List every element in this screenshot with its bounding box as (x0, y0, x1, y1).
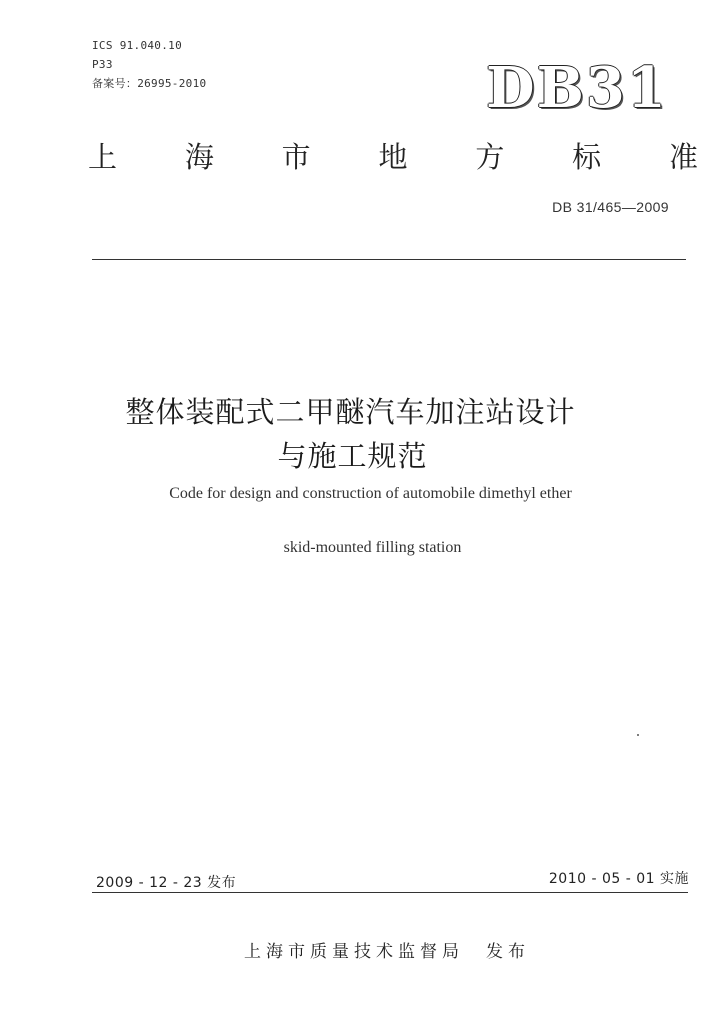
implementation-date: 2010 - 05 - 01 实施 (548, 871, 689, 887)
heading-char: 准 (668, 140, 698, 174)
ics-code: ICS 91.040.10 (92, 39, 182, 52)
heading-char: 方 (475, 140, 505, 174)
heading-char: 海 (184, 140, 214, 174)
english-title-line-2: skid-mounted filling station (283, 539, 462, 556)
chinese-title-line-1: 整体装配式二甲醚汽车加注站设计 (125, 395, 576, 429)
issuer-name: 上海市质量技术监督局 (244, 942, 464, 962)
standard-number: DB 31/465—2009 (552, 199, 669, 215)
heading-char: 市 (281, 140, 311, 174)
document-metadata (92, 36, 206, 93)
chinese-title-line-2: 与施工规范 (277, 439, 428, 473)
heading-char: 上 (88, 140, 118, 174)
bottom-divider (92, 892, 688, 893)
heading-char: 标 (572, 140, 602, 174)
standard-type-heading (88, 139, 698, 175)
record-number: 备案号：26995-2010 (92, 77, 207, 90)
english-title-line-1: Code for design and construction of automobile dimethyl ether (169, 485, 572, 502)
issuing-authority (244, 937, 530, 962)
heading-char: 地 (378, 140, 408, 174)
top-divider (92, 259, 686, 260)
issue-date: 2009 - 12 - 23 发布 (96, 875, 237, 891)
scan-speck (637, 734, 639, 736)
category-code: P33 (92, 58, 113, 71)
db31-logo: DB31 (486, 55, 668, 121)
issuer-action: 发布 (486, 942, 530, 962)
